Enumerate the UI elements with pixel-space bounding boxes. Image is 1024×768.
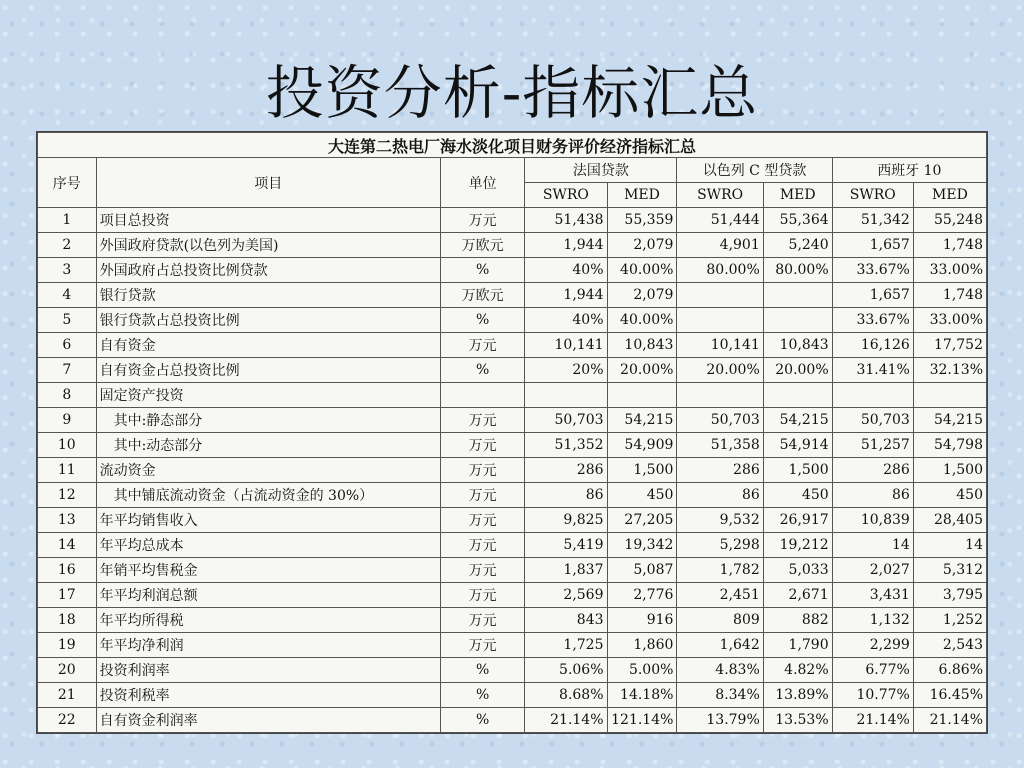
row-unit-cell: %	[440, 683, 524, 708]
row-item-cell: 年平均销售收入	[96, 508, 440, 533]
row-value-cell: 21.14%	[525, 708, 607, 733]
row-value-cell: 2,027	[832, 558, 913, 583]
row-value-cell: 54,914	[763, 433, 832, 458]
row-value-cell: 450	[607, 483, 677, 508]
row-value-cell: 843	[525, 608, 607, 633]
table-row	[38, 658, 987, 683]
table-row	[38, 233, 987, 258]
table-row	[38, 333, 987, 358]
table-row	[38, 683, 987, 708]
row-unit-cell: %	[440, 308, 524, 333]
row-value-cell: 10.77%	[832, 683, 913, 708]
row-value-cell: 1,657	[832, 283, 913, 308]
row-value-cell: 1,748	[913, 283, 986, 308]
row-item-cell: 年平均净利润	[96, 633, 440, 658]
row-value-cell: 1,252	[913, 608, 986, 633]
row-value-cell: 19,342	[607, 533, 677, 558]
row-value-cell: 9,825	[525, 508, 607, 533]
slide-title: 投资分析-指标汇总	[265, 59, 759, 127]
header-unit: 单位	[440, 158, 524, 208]
row-item-cell: 投资利润率	[96, 658, 440, 683]
row-value-cell: 1,132	[832, 608, 913, 633]
row-item-cell: 项目总投资	[96, 208, 440, 233]
row-item-cell: 固定资产投资	[96, 383, 440, 408]
row-value-cell: 450	[763, 483, 832, 508]
row-item-cell: 其中:动态部分	[96, 433, 440, 458]
table-row	[38, 433, 987, 458]
row-value-cell: 10,141	[525, 333, 607, 358]
row-item-cell: 年平均所得税	[96, 608, 440, 633]
subheader-swro: SWRO	[677, 183, 763, 208]
row-value-cell: 10,843	[607, 333, 677, 358]
row-index-cell: 6	[38, 333, 97, 358]
row-index-cell: 12	[38, 483, 97, 508]
row-item-cell: 外国政府占总投资比例贷款	[96, 258, 440, 283]
row-value-cell: 40%	[525, 258, 607, 283]
row-value-cell: 10,843	[763, 333, 832, 358]
row-value-cell: 2,299	[832, 633, 913, 658]
row-unit-cell: 万元	[440, 458, 524, 483]
row-value-cell: 54,215	[763, 408, 832, 433]
row-unit-cell: 万元	[440, 208, 524, 233]
row-value-cell: 6.86%	[913, 658, 986, 683]
row-value-cell: 5,033	[763, 558, 832, 583]
row-value-cell: 20.00%	[677, 358, 763, 383]
row-value-cell: 51,438	[525, 208, 607, 233]
subheader-swro: SWRO	[832, 183, 913, 208]
row-value-cell: 33.00%	[913, 258, 986, 283]
row-value-cell: 2,569	[525, 583, 607, 608]
row-value-cell: 40.00%	[607, 258, 677, 283]
row-index-cell: 9	[38, 408, 97, 433]
row-value-cell: 1,500	[763, 458, 832, 483]
row-value-cell: 2,079	[607, 283, 677, 308]
row-value-cell: 5,298	[677, 533, 763, 558]
row-value-cell	[677, 383, 763, 408]
subheader-swro: SWRO	[525, 183, 607, 208]
row-value-cell: 3,431	[832, 583, 913, 608]
row-unit-cell: 万元	[440, 583, 524, 608]
row-value-cell: 51,444	[677, 208, 763, 233]
row-index-cell: 3	[38, 258, 97, 283]
table-row	[38, 408, 987, 433]
table-row	[38, 458, 987, 483]
row-value-cell: 916	[607, 608, 677, 633]
row-index-cell: 14	[38, 533, 97, 558]
row-item-cell: 自有资金占总投资比例	[96, 358, 440, 383]
header-group-israel: 以色列 C 型贷款	[677, 158, 832, 183]
row-value-cell: 13.89%	[763, 683, 832, 708]
row-value-cell: 21.14%	[832, 708, 913, 733]
row-value-cell: 54,909	[607, 433, 677, 458]
row-value-cell: 16.45%	[913, 683, 986, 708]
row-value-cell: 20%	[525, 358, 607, 383]
subheader-med: MED	[763, 183, 832, 208]
row-value-cell: 51,257	[832, 433, 913, 458]
row-unit-cell: 万元	[440, 433, 524, 458]
row-unit-cell: 万元	[440, 608, 524, 633]
table-row	[38, 633, 987, 658]
row-value-cell: 51,358	[677, 433, 763, 458]
row-item-cell: 年平均利润总额	[96, 583, 440, 608]
row-index-cell: 11	[38, 458, 97, 483]
row-value-cell	[832, 383, 913, 408]
row-value-cell: 14	[832, 533, 913, 558]
row-value-cell: 86	[677, 483, 763, 508]
row-value-cell: 54,215	[913, 408, 986, 433]
row-value-cell: 33.67%	[832, 258, 913, 283]
row-value-cell: 17,752	[913, 333, 986, 358]
row-value-cell: 14	[913, 533, 986, 558]
row-value-cell: 10,839	[832, 508, 913, 533]
row-unit-cell: %	[440, 658, 524, 683]
row-item-cell: 自有资金利润率	[96, 708, 440, 733]
table-row	[38, 533, 987, 558]
row-value-cell: 1,642	[677, 633, 763, 658]
row-value-cell: 86	[525, 483, 607, 508]
row-index-cell: 8	[38, 383, 97, 408]
row-value-cell: 5,312	[913, 558, 986, 583]
row-item-cell: 流动资金	[96, 458, 440, 483]
row-item-cell: 外国政府贷款(以色列为美国)	[96, 233, 440, 258]
row-index-cell: 21	[38, 683, 97, 708]
row-item-cell: 银行贷款	[96, 283, 440, 308]
row-unit-cell: 万元	[440, 508, 524, 533]
row-item-cell: 投资利税率	[96, 683, 440, 708]
table-row	[38, 608, 987, 633]
row-index-cell: 4	[38, 283, 97, 308]
row-value-cell: 6.77%	[832, 658, 913, 683]
row-value-cell: 10,141	[677, 333, 763, 358]
table-row	[38, 558, 987, 583]
row-unit-cell: %	[440, 708, 524, 733]
row-value-cell	[525, 383, 607, 408]
row-value-cell: 31.41%	[832, 358, 913, 383]
row-value-cell: 8.68%	[525, 683, 607, 708]
row-index-cell: 18	[38, 608, 97, 633]
row-value-cell: 2,543	[913, 633, 986, 658]
row-unit-cell	[440, 383, 524, 408]
row-value-cell: 19,212	[763, 533, 832, 558]
row-value-cell: 13.53%	[763, 708, 832, 733]
table-row	[38, 583, 987, 608]
row-index-cell: 20	[38, 658, 97, 683]
row-value-cell: 286	[832, 458, 913, 483]
row-value-cell: 14.18%	[607, 683, 677, 708]
row-value-cell: 51,342	[832, 208, 913, 233]
row-value-cell: 55,248	[913, 208, 986, 233]
subheader-med: MED	[913, 183, 986, 208]
table-row	[38, 708, 987, 733]
row-index-cell: 17	[38, 583, 97, 608]
row-unit-cell: 万元	[440, 333, 524, 358]
row-value-cell: 450	[913, 483, 986, 508]
table-row	[38, 383, 987, 408]
row-unit-cell: %	[440, 258, 524, 283]
row-value-cell: 1,500	[607, 458, 677, 483]
table-row	[38, 208, 987, 233]
row-value-cell: 5,240	[763, 233, 832, 258]
row-value-cell: 55,364	[763, 208, 832, 233]
row-index-cell: 1	[38, 208, 97, 233]
row-value-cell	[607, 383, 677, 408]
subheader-med: MED	[607, 183, 677, 208]
row-value-cell: 4,901	[677, 233, 763, 258]
row-value-cell: 1,500	[913, 458, 986, 483]
row-value-cell: 8.34%	[677, 683, 763, 708]
row-value-cell: 1,837	[525, 558, 607, 583]
header-group-france: 法国贷款	[525, 158, 677, 183]
indicator-summary-table	[36, 131, 988, 734]
row-item-cell: 其中:静态部分	[96, 408, 440, 433]
row-value-cell: 1,860	[607, 633, 677, 658]
row-value-cell: 3,795	[913, 583, 986, 608]
table-row	[38, 308, 987, 333]
row-unit-cell: 万元	[440, 533, 524, 558]
row-value-cell: 55,359	[607, 208, 677, 233]
row-value-cell: 20.00%	[607, 358, 677, 383]
row-value-cell	[763, 383, 832, 408]
row-unit-cell: 万欧元	[440, 233, 524, 258]
row-value-cell: 20.00%	[763, 358, 832, 383]
row-value-cell: 80.00%	[763, 258, 832, 283]
row-value-cell: 27,205	[607, 508, 677, 533]
row-value-cell: 1,944	[525, 233, 607, 258]
table-caption: 大连第二热电厂海水淡化项目财务评价经济指标汇总	[38, 133, 987, 158]
row-index-cell: 22	[38, 708, 97, 733]
row-value-cell: 1,944	[525, 283, 607, 308]
row-value-cell: 2,079	[607, 233, 677, 258]
row-index-cell: 19	[38, 633, 97, 658]
row-value-cell: 2,776	[607, 583, 677, 608]
row-unit-cell: 万欧元	[440, 283, 524, 308]
table-row	[38, 283, 987, 308]
row-value-cell: 1,657	[832, 233, 913, 258]
row-value-cell: 2,451	[677, 583, 763, 608]
row-value-cell: 286	[525, 458, 607, 483]
row-value-cell: 1,748	[913, 233, 986, 258]
row-value-cell: 13.79%	[677, 708, 763, 733]
row-index-cell: 5	[38, 308, 97, 333]
row-value-cell: 1,725	[525, 633, 607, 658]
row-unit-cell: 万元	[440, 633, 524, 658]
row-unit-cell: 万元	[440, 408, 524, 433]
table-row	[38, 508, 987, 533]
header-group-spain: 西班牙 10	[832, 158, 986, 183]
row-value-cell: 5,087	[607, 558, 677, 583]
row-value-cell: 16,126	[832, 333, 913, 358]
row-item-cell: 年销平均售税金	[96, 558, 440, 583]
row-value-cell: 4.82%	[763, 658, 832, 683]
row-value-cell: 26,917	[763, 508, 832, 533]
row-value-cell: 80.00%	[677, 258, 763, 283]
row-value-cell: 286	[677, 458, 763, 483]
row-index-cell: 7	[38, 358, 97, 383]
row-unit-cell: 万元	[440, 558, 524, 583]
row-value-cell: 54,215	[607, 408, 677, 433]
row-value-cell: 5.00%	[607, 658, 677, 683]
row-value-cell: 33.00%	[913, 308, 986, 333]
row-index-cell: 10	[38, 433, 97, 458]
row-value-cell: 50,703	[832, 408, 913, 433]
row-value-cell: 51,352	[525, 433, 607, 458]
row-value-cell	[763, 283, 832, 308]
row-value-cell	[677, 283, 763, 308]
row-value-cell: 40%	[525, 308, 607, 333]
row-item-cell: 年平均总成本	[96, 533, 440, 558]
row-value-cell: 4.83%	[677, 658, 763, 683]
row-index-cell: 13	[38, 508, 97, 533]
row-value-cell: 54,798	[913, 433, 986, 458]
row-value-cell: 32.13%	[913, 358, 986, 383]
table-row	[38, 258, 987, 283]
header-index: 序号	[38, 158, 97, 208]
row-value-cell: 2,671	[763, 583, 832, 608]
row-index-cell: 2	[38, 233, 97, 258]
row-item-cell: 其中铺底流动资金（占流动资金的 30%）	[96, 483, 440, 508]
header-item: 项目	[96, 158, 440, 208]
table-row	[38, 483, 987, 508]
row-value-cell	[913, 383, 986, 408]
row-value-cell	[677, 308, 763, 333]
row-value-cell: 809	[677, 608, 763, 633]
row-value-cell: 86	[832, 483, 913, 508]
row-unit-cell: %	[440, 358, 524, 383]
row-item-cell: 自有资金	[96, 333, 440, 358]
row-value-cell: 5.06%	[525, 658, 607, 683]
row-item-cell: 银行贷款占总投资比例	[96, 308, 440, 333]
row-value-cell: 9,532	[677, 508, 763, 533]
row-value-cell: 882	[763, 608, 832, 633]
row-value-cell: 1,782	[677, 558, 763, 583]
table-row	[38, 358, 987, 383]
row-value-cell: 21.14%	[913, 708, 986, 733]
table-body	[38, 208, 987, 733]
row-index-cell: 16	[38, 558, 97, 583]
row-value-cell: 5,419	[525, 533, 607, 558]
row-value-cell: 50,703	[525, 408, 607, 433]
row-value-cell: 40.00%	[607, 308, 677, 333]
row-value-cell: 33.67%	[832, 308, 913, 333]
row-value-cell: 1,790	[763, 633, 832, 658]
row-unit-cell: 万元	[440, 483, 524, 508]
row-value-cell: 50,703	[677, 408, 763, 433]
row-value-cell	[763, 308, 832, 333]
row-value-cell: 121.14%	[607, 708, 677, 733]
row-value-cell: 28,405	[913, 508, 986, 533]
